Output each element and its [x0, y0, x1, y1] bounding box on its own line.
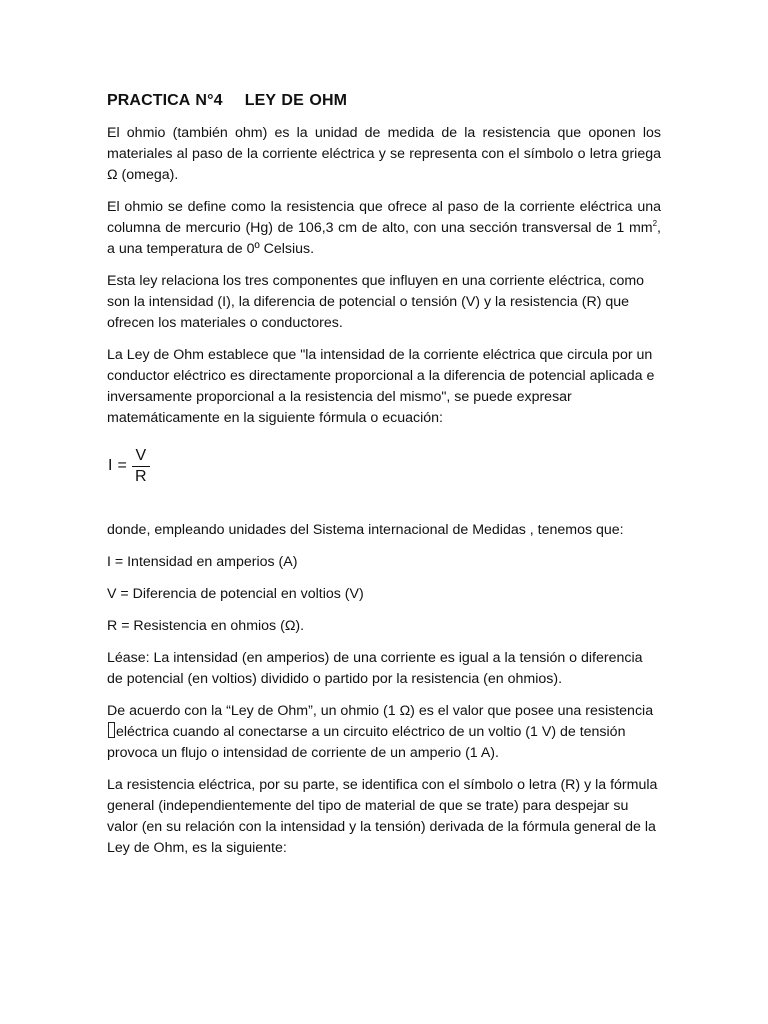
- formula-fraction: [132, 447, 150, 486]
- formula-numerator: V: [135, 446, 147, 464]
- paragraph-one-ohm: [107, 701, 661, 764]
- paragraph-text: El ohmio se define como la resistencia que ofrece al paso de la corriente eléctrica una columna de mercurio (Hg) de 106,3 cm de alto, con una sección transversal de 1 mm: [107, 199, 661, 236]
- formula-denominator: R: [135, 467, 147, 485]
- text-cursor-box: [108, 722, 115, 738]
- definition-intensity: I = Intensidad en amperios (A): [107, 554, 298, 570]
- formula-lhs: I: [108, 457, 113, 474]
- paragraph-ohm-definition: El ohmio (también ohm) es la unidad de medida de la resistencia que oponen los materiales al paso de la corriente eléctrica y se representa con el símbolo o letra griega Ω (omega).: [107, 125, 661, 183]
- paragraph-text: eléctrica cuando al conectarse a un circuito eléctrico de un voltio (1 V) de tensión provoca un flujo o intensidad de corriente de un amperio (1 A).: [107, 724, 626, 761]
- paragraph-ohm-mercury: [107, 197, 661, 260]
- definition-voltage: V = Diferencia de potencial en voltios (V): [107, 586, 364, 602]
- definition-resistance: R = Resistencia en ohmios (Ω).: [107, 618, 305, 634]
- paragraph-text: De acuerdo con la “Ley de Ohm”, un ohmio (1 Ω) es el valor que posee una resistencia: [107, 703, 654, 719]
- paragraph-components: Esta ley relaciona los tres componentes que influyen en una corriente eléctrica, como son la intensidad (I), la diferencia de potencial o tensión (V) y la resistencia (R) que ofrecen los materiales o conductores.: [107, 273, 645, 331]
- paragraph-resistance-formula: La resistencia eléctrica, por su parte, se identifica con el símbolo o letra (R) y la fórmula general (independientemente del tipo de material de que se trate) para despejar su valor (en su relación con la intensidad y la tensión) derivada de la fórmula general de la Ley de Ohm, es la siguiente:: [107, 777, 658, 856]
- paragraph-text: , a una temperatura de 0º Celsius.: [107, 220, 661, 257]
- formula-equals: =: [117, 457, 127, 474]
- paragraph-read-as: Léase: La intensidad (en amperios) de una corriente es igual a la tensión o diferencia de potencial (en voltios) dividido o partido por la resistencia (en ohmios).: [107, 650, 643, 687]
- paragraph-units-intro: donde, empleando unidades del Sistema internacional de Medidas , tenemos que:: [107, 522, 624, 538]
- ohm-formula: [107, 444, 661, 488]
- document-body: [107, 92, 661, 870]
- fraction-bar: [132, 466, 150, 467]
- page-title: PRACTICA N°4 LEY DE OHM: [107, 92, 348, 109]
- superscript: 2: [652, 219, 658, 228]
- paragraph-law-statement: La Ley de Ohm establece que "la intensidad de la corriente eléctrica que circula por un conductor eléctrico es directamente proporcional a la diferencia de potencial aplicada e inversamente proporcional a la resistencia del mismo", se puede expresar matemáticamente en la siguiente fórmula o ecuación:: [107, 347, 655, 426]
